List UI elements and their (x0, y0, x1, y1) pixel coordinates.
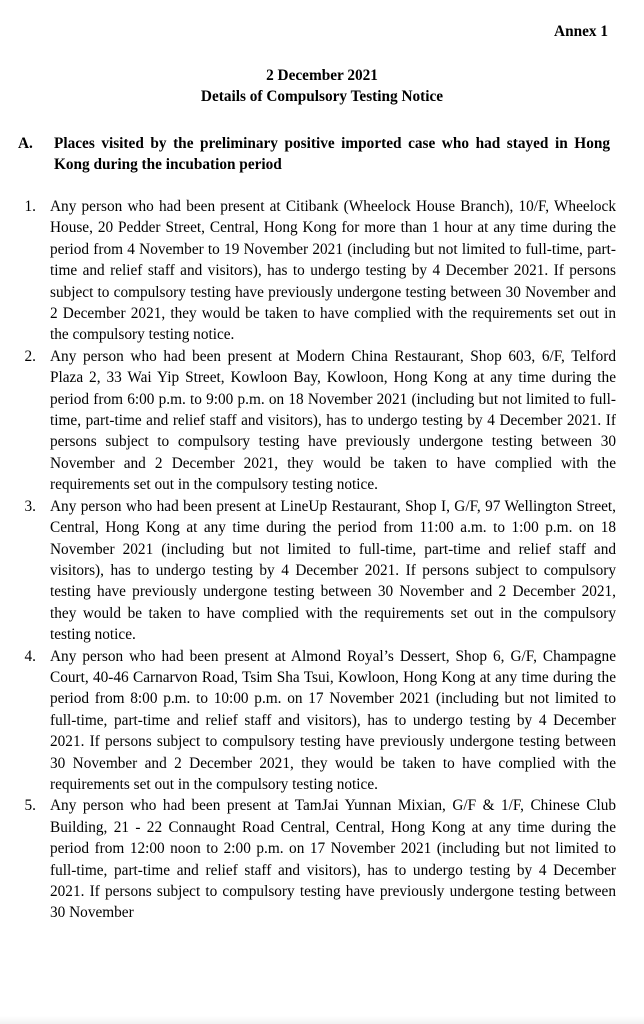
document-date: 2 December 2021 (266, 67, 378, 84)
annex-label: Annex 1 (554, 23, 608, 40)
item-number: 1. (24, 198, 36, 215)
list-item (14, 795, 616, 923)
item-number: 4. (24, 647, 36, 665)
item-text: Any person who had been present at Citibank (Wheelock House Branch), 10/F, Wheelock House, 20 Pedder Street, Central, Hong Kong for more than 1 hour at any time during the period from 4 November to 19 November 2021 (including but not limited to full-time, part-time and relief staff and visitors), has to undergo testing by 4 December 2021. If persons subject to compulsory testing have previously undergone testing between 30 November and 2 December 2021, they would be taken to have complied with the requirements set out in the compulsory testing notice. (50, 198, 616, 344)
item-text: Any person who had been present at Almond Royal’s Dessert, Shop 6, G/F, Champagne Court, 40-46 Carnarvon Road, Tsim Sha Tsui, Kowloon, Hong Kong at any time during the period from 8:00 p.m. to 10:00 p.m. on 17 November 2021 (including but not limited to full-time, part-time and relief staff and visitors), has to undergo testing by 4 December 2021. If persons subject to compulsory testing have previously undergone testing between 30 November and 2 December 2021, they would be taken to have complied with the requirements set out in the compulsory testing notice. (50, 647, 616, 793)
section-heading-text: Places visited by the preliminary positive imported case who had stayed in Hong Kong during the incubation period (54, 135, 610, 174)
item-text: Any person who had been present at Modern China Restaurant, Shop 603, 6/F, Telford Plaza 2, 33 Wai Yip Street, Kowloon Bay, Kowloon, Hong Kong at any time during the period from 6:00 p.m. to 9:00 p.m. on 18 November 2021 (including but not limited to full-time, part-time and relief staff and visitors), has to undergo testing by 4 December 2021. If persons subject to compulsory testing have previously undergone testing between 30 November and 2 December 2021, they would be taken to have complied with the requirements set out in the compulsory testing notice. (50, 347, 616, 494)
item-number: 3. (24, 497, 36, 515)
item-number: 5. (24, 797, 36, 815)
list-item (14, 646, 616, 796)
section-heading (18, 133, 610, 176)
document-title: Details of Compulsory Testing Notice (200, 88, 444, 106)
document-header (0, 65, 644, 108)
places-list (14, 196, 616, 924)
section-label: A. (18, 135, 33, 152)
list-item (14, 346, 616, 496)
item-text: Any person who had been present at LineUp Restaurant, Shop I, G/F, 97 Wellington Street, Central, Hong Kong at any time during the period from 11:00 a.m. to 1:00 p.m. on 18 November 2021 (including but not limited to full-time, part-time and relief staff and visitors), has to undergo testing by 4 December 2021. If persons subject to compulsory testing have previously undergone testing between 30 November and 2 December 2021, they would be taken to have complied with the requirements set out in the compulsory testing notice. (50, 497, 616, 644)
item-text: Any person who had been present at TamJai Yunnan Mixian, G/F & 1/F, Chinese Club Building, 21 - 22 Connaught Road Central, Central, Hong Kong at any time during the period from 12:00 noon to 2:00 p.m. on 17 November 2021 (including but not limited to full-time, part-time and relief staff and visitors), has to undergo testing by 4 December 2021. If persons subject to compulsory testing have previously undergone testing between 30 November (50, 797, 616, 922)
list-item (14, 496, 616, 646)
item-number: 2. (24, 347, 36, 365)
page-bottom-edge (0, 1016, 644, 1024)
list-item (14, 196, 616, 346)
